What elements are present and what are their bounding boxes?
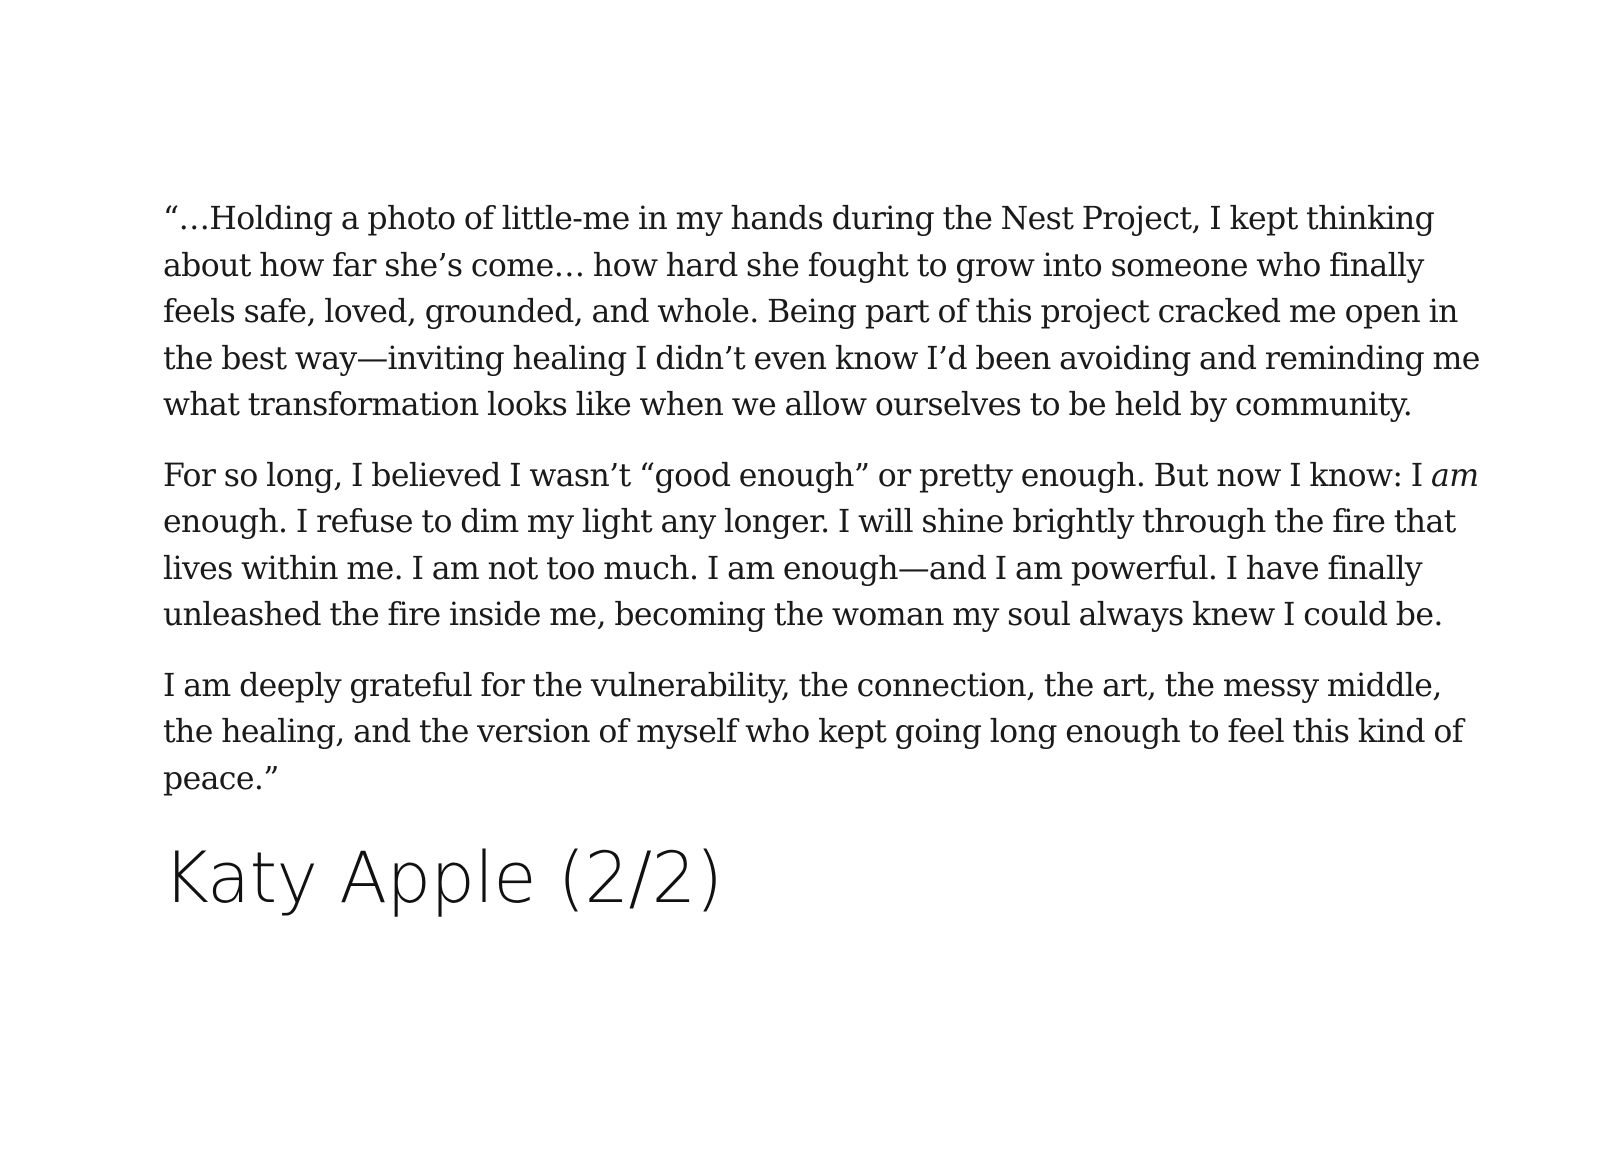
next-paragraph-cut-off — [163, 1128, 1483, 1158]
testimonial-section — [163, 196, 1483, 917]
quote-paragraph-3: I am deeply grateful for the vulnerability, the connection, the art, the messy middle, the healing, and the version of myself who kept going long enough to feel this kind of peace.” — [163, 667, 1463, 797]
testimonial-quote — [163, 196, 1483, 802]
quote-paragraph-1: “…Holding a photo of little-me in my hands during the Nest Project, I kept thinking about how far she’s come… how hard she fought to grow into someone who finally feels safe, loved, grounded, and whole. Being part of this project cracked me open in the best way—inviting healing I didn’t even know I’d been avoiding and reminding me what transformation looks like when we allow ourselves to be held by community. — [163, 201, 1480, 423]
quote-emphasis: am — [1431, 457, 1479, 494]
quote-paragraph-2 — [163, 453, 1483, 639]
testimonial-author: Katy Apple (2/2) — [163, 837, 723, 919]
quote-paragraph-2-start: For so long, I believed I wasn’t “good enough” or pretty enough. But now I know: I — [163, 457, 1432, 494]
quote-paragraph-2-end: enough. I refuse to dim my light any longer. I will shine brightly through the fire that lives within me. I am not too much. I am enough—and I am powerful. I have finally unleashed the fire inside me, becoming the woman my soul always knew I could be. — [163, 504, 1456, 633]
